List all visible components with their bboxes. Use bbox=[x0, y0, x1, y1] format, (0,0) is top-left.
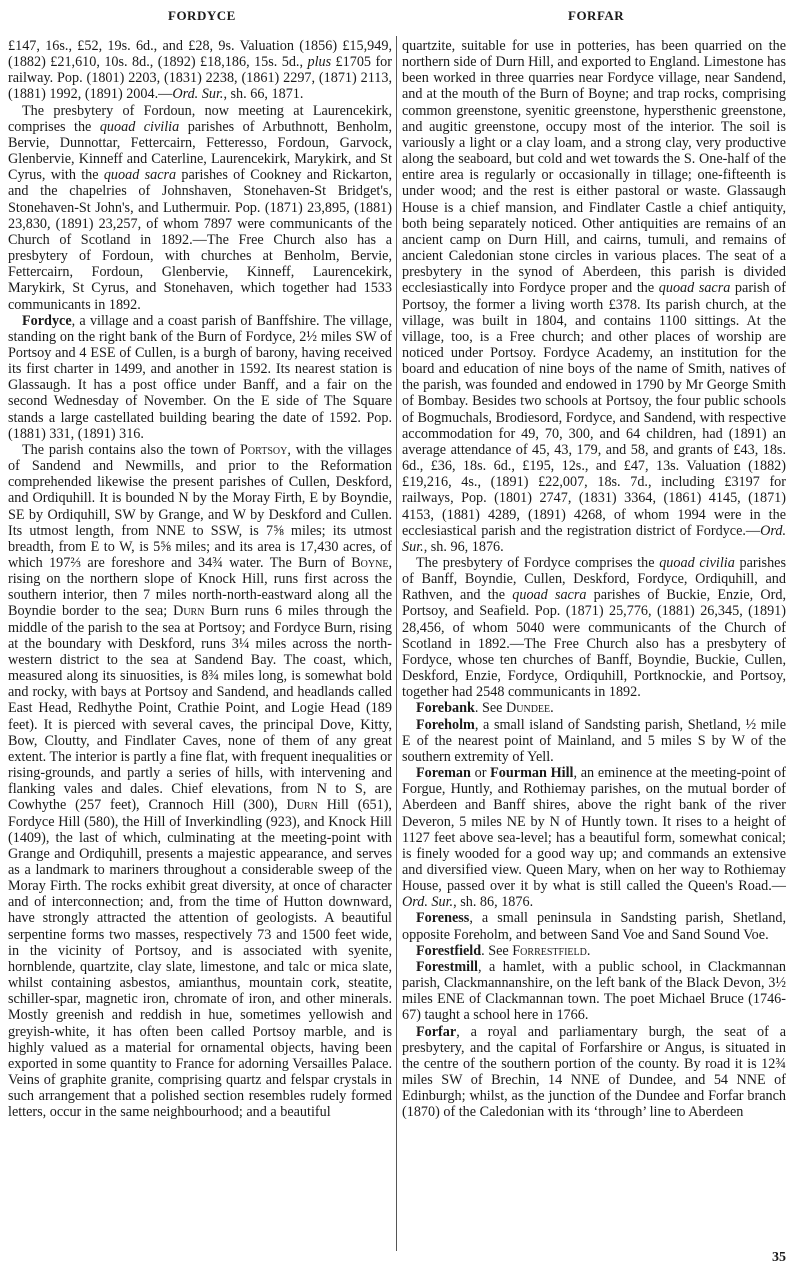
text-run: . bbox=[550, 700, 554, 717]
text-run: , sh. 96, 1876. bbox=[423, 538, 504, 555]
paragraph bbox=[402, 959, 786, 1024]
paragraph bbox=[8, 38, 392, 103]
text-run: , a village and a coast parish of Banffshire. The village, standing on the right bank of the Burn of Fordyce, 2½ miles SW of Portsoy and 4 ESE of Cullen, is a burgh of barony, having received its first charter in 1499, and another in 1592. Its nearest station is Glassaugh. It has a post office under Banff, and a fair on the second Wednesday of November. On the E side of The Square stands a large castellated building bearing the date of 1592. Pop. (1881) 331, (1891) 316. bbox=[8, 312, 392, 442]
text-run: , a small peninsula in Sandsting parish, Shetland, opposite Foreholm, and between Sand Voe and Sand Sound Voe. bbox=[402, 910, 786, 943]
text-run: or bbox=[470, 765, 491, 782]
text-run: parishes of Buckie, Enzie, Ord, Portsoy, and Seafield. Pop. (1871) 25,776, (1881) 26,345, (1891) 28,456, of whom 5040 were communicants of the Church of Scotland in 1892.—The Free Church also has a presbytery of Fordyce, whose ten churches of Banff, Boyndie, Buckie, Cullen, Deskford, Enzie, Fordyce, Ordiquhill, Portknockie, and Portsoy, together had 2548 communicants in 1892. bbox=[402, 587, 786, 701]
cross-reference: Durn bbox=[286, 797, 318, 814]
running-header-left: FORDYCE bbox=[168, 8, 236, 23]
entry-headword: Forfar bbox=[416, 1023, 457, 1040]
text-run: . See bbox=[474, 700, 507, 717]
text-run: , a royal and parliamentary burgh, the seat of a presbytery, and the capital of Forfarshire or Angus, is situated in the centre of the southern portion of the county. By road it is 12¾ miles SW of Brechin, 14 NNE of Dundee, and 54 NNE of Edinburgh; whilst, as the junction of the Dundee and Forfar branch (1870) of the Caledonian with its ‘through’ line to Aberdeen bbox=[402, 1023, 786, 1121]
italic-text: plus bbox=[307, 54, 332, 71]
page-number: 35 bbox=[772, 1250, 786, 1265]
text-run: parishes of Cookney and Rickarton, and the chapelries of Johnshaven, Stonehaven-St Bridget's, Stonehaven-St John's, and Luthermuir. Pop. (1871) 23,895, (1881) 23,830, (1891) 23,257, of whom 7897 were communicants of the Church of Scotland in 1892.—The Free Church also has a presbytery of Fordoun, with churches at Benholm, Bervie, Fettercairn, Fordoun, Glenbervie, Kinneff, Laurencekirk, Marykirk, St Cyrus, and Stonehaven, which together had 1533 communicants in 1892. bbox=[8, 167, 393, 313]
entry-headword: Fordyce bbox=[22, 312, 72, 329]
paragraph bbox=[402, 910, 786, 942]
paragraph bbox=[402, 765, 786, 910]
paragraph bbox=[8, 442, 392, 1121]
entry-headword: Foreman bbox=[416, 765, 471, 782]
text-run: The presbytery of Fordyce comprises the bbox=[416, 555, 660, 571]
text-run: parishes of Banff, Boyndie, Cullen, Deskford, Fordyce, Ordiquhill, and Rathven, and the bbox=[402, 555, 786, 604]
text-run: Burn runs 6 miles through the middle of the parish to the sea at Portsoy; and Fordyce Burn, rising at the boundary with Deskford, runs 3¼ miles across the north-western district to the sea at Sandend Bay. The coast, which, measured along its sinuosities, is 8¾ miles long, is somewhat bold and rocky, with bays at Portsoy and Sandend, and headlands called East Head, Redhythe Point, Crathie Point, and Logie Head (189 feet). It is pierced with several caves, the principal Dove, Kitty, Bow, Cloutty, and Findlater Caves, none of them of any great extent. The interior is partly a fine flat, with frequent inequalities or rising-grounds, and partly a series of hills, with intervening and flanking vales and dales. Chief elevations, from N to S, are Cowhythe (257 feet), Crannoch Hill (300), bbox=[8, 603, 392, 814]
entry-headword: Foreholm bbox=[416, 716, 475, 733]
paragraph bbox=[8, 313, 392, 442]
cross-reference: Forrestfield bbox=[512, 942, 587, 959]
entry-headword: Forestmill bbox=[416, 958, 478, 975]
cross-reference: Boyne bbox=[351, 555, 389, 571]
running-header-right: FORFAR bbox=[568, 8, 625, 23]
text-run: . bbox=[586, 942, 591, 959]
text-run: , sh. 66, 1871. bbox=[223, 86, 304, 103]
italic-text: Ord. Sur. bbox=[402, 522, 786, 555]
text-run: , a small island of Sandsting parish, Shetland, ½ mile E of the nearest point of Mainland, and 5 miles S by W of the southern extremity of Yell. bbox=[402, 716, 786, 765]
paragraph bbox=[402, 943, 786, 959]
text-run: parishes of Arbuthnott, Benholm, Bervie, Dunnottar, Fettercairn, Fetteresso, Fordoun, Garvock, Glenbervie, Kinneff and Caterline, Laurencekirk, Marykirk, and St Cyrus, with the bbox=[8, 118, 393, 184]
text-run: parish of Portsoy, the former a living worth £378. Its parish church, at the village, was built in 1804, and contains 1100 sittings. At the village, too, is a Free church; and other places of worship are noticed under Portsoy. Fordyce Academy, an institution for the board and education of nine boys of the name of Smith, natives of the parish, was founded and endowed in 1790 by Mr George Smith of Bombay. Besides two schools at Portsoy, the four public schools of Bogmuchals, Brodiesord, Fordyce, and Sandend, with respective accommodation for 49, 70, 300, and 64 children, had (1891) an average attendance of 45, 43, 179, and 58, and grants of £43, 18s. 6d., £36, 18s. 6d., £195, 12s., and £47, 13s. Valuation (1882) £19,216, 4s., (1891) £22,007, 18s. 7d., including £3197 for railways, Pop. (1801) 2747, (1831) 3364, (1861) 4145, (1871) 4153, (1881) 4289, (1891) 4268, of whom 1994 were in the ecclesiastical parish and the registration district of Fordyce.— bbox=[402, 280, 786, 539]
cross-reference: Durn bbox=[173, 603, 205, 620]
text-run: , an eminence at the meeting-point of Forgue, Huntly, and Rothiemay parishes, on the mutual border of Aberdeen and Banff shires, above the right bank of the river Deveron, 5 miles NE by N of Huntly town. It rises to a height of 1127 feet above sea-level; has a beautiful form, somewhat conical; is finely wooded for a good way up; and commands an extensive and diversified view. Queen Mary, when on her way to Rothiemay House, passed over it by what is still called the Queen's Road.— bbox=[402, 765, 786, 895]
text-run: , a hamlet, with a public school, in Clackmannan parish, Clackmannanshire, on the left bank of the Black Devon, 3½ miles ENE of Clackmannan town. The poet Michael Bruce (1746-67) taught a school here in 1766. bbox=[402, 958, 786, 1024]
entry-headword: Forestfield bbox=[416, 942, 482, 959]
text-run: The presbytery of Fordoun, now meeting at Laurencekirk, comprises the bbox=[8, 102, 392, 135]
italic-text: quoad civilia bbox=[99, 118, 180, 135]
paragraph bbox=[8, 103, 392, 313]
text-run: £1705 for railway. Pop. (1801) 2203, (1831) 2238, (1861) 2297, (1871) 2113, (1881) 1992, (1891) 2004.— bbox=[8, 54, 392, 103]
paragraph bbox=[402, 700, 786, 716]
paragraph bbox=[402, 555, 786, 700]
text-run: The parish contains also the town of bbox=[22, 441, 241, 458]
italic-text: quoad civilia bbox=[659, 555, 735, 571]
entry-headword: Fourman Hill bbox=[490, 765, 574, 782]
cross-reference: Portsoy bbox=[240, 441, 288, 458]
text-run: , with the villages of Sandend and Newmills, and prior to the Reformation comprehended likewise the present parishes of Cullen, Deskford, and Ordiquhill. It is bounded N by the Moray Firth, E by Boyndie, SE by Ordiquhill, SW by Grange, and W by Deskford and Cullen. Its utmost length, from NNE to SSW, is 7⅝ miles; its utmost breadth, from E to W, is 5⅝ miles; and its area is 17,430 acres, of which 197⅔ are foreshore and 34¾ water. The Burn of bbox=[8, 441, 392, 571]
paragraph bbox=[402, 38, 786, 555]
entry-headword: Forebank bbox=[416, 700, 475, 717]
paragraph bbox=[402, 717, 786, 765]
column-divider bbox=[396, 36, 397, 1251]
italic-text: quoad sacra bbox=[512, 587, 587, 604]
entry-headword: Foreness bbox=[416, 910, 470, 927]
right-column bbox=[402, 38, 786, 1120]
text-run: quartzite, suitable for use in potteries, has been quarried on the northern side of Durn Hill, and exported to England. Limestone has been worked in three quarries near Fordyce village, near Sandend, and at the mouth of the Burn of Boyne; and trap rocks, comprising common greenstone, syenitic greenstone, hypersthenic greenstone, and augitic greenstone, occupy most of the interior. The soil is variously a light or a clay loam, and a strong clay, very productive along the seaboard, but cold and wet towards the S. One-half of the entire area is regularly or occasionally in tillage; one-fifteenth is under wood; and the rest is either pastoral or waste. Glassaugh House is a chief mansion, and Findlater Castle a chief antiquity, both being separately noticed. Other antiquities are remains of an ancient camp on Durn Hill, and cairns, tumuli, and remains of ancient Caledonian stone circles in various places. The seat of a presbytery in the synod of Aberdeen, this parish is divided ecclesiastically into Fordyce proper and the bbox=[402, 38, 786, 297]
text-run: Hill (651), Fordyce Hill (580), the Hill of Inverkindling (923), and Knock Hill (1409), the last of which, culminating at the meeting-point with Grange and Ordiquhill, presents a majestic appearance, and serves as a landmark to mariners throughout a considerable sweep of the Moray Firth. The rocks exhibit great diversity, at once of character and of interconnection; and, from the time of Hutton downward, have strongly attracted the attention of geologists. A beautiful serpentine forms two masses, respectively 73 and 1500 feet wide, in the vicinity of Portsoy, and is associated with syenite, hornblende, quartzite, clay slate, limestone, and talc or mica slate, whilst containing asbestos, amianthus, mountain cork, steatite, schiller-spar, magnetic iron, chromate of iron, and other minerals. Mostly greenish and reddish in hue, sometimes yellowish and greyish-white, it has often been called Portsoy marble, and is highly valued as a material for ornamental objects, having been exported in some quantity to France for adorning Versailles Palace. Veins of graphite granite, comprising quartz and felspar crystals in such arrangement that a polished section resembles rudely formed letters, occur in the same neighbourhood; and a beautiful bbox=[8, 797, 392, 1121]
italic-text: quoad sacra bbox=[103, 167, 177, 184]
text-run: . See bbox=[481, 942, 513, 959]
text-run: , sh. 86, 1876. bbox=[453, 894, 534, 911]
text-run: £147, 16s., £52, 19s. 6d., and £28, 9s. Valuation (1856) £15,949, (1882) £21,610, 10s. 8d., (1892) £18,186, 15s. 5d., bbox=[8, 38, 392, 71]
paragraph bbox=[402, 1024, 786, 1121]
left-column bbox=[8, 38, 392, 1120]
italic-text: Ord. Sur. bbox=[402, 894, 454, 911]
italic-text: quoad sacra bbox=[658, 280, 731, 297]
text-run: , rising on the northern slope of Knock Hill, runs first across the southern interior, then 7 miles north-north-eastward along all the Boyndie border to the sea; bbox=[8, 555, 392, 620]
italic-text: Ord. Sur. bbox=[172, 86, 224, 103]
cross-reference: Dundee bbox=[506, 700, 551, 717]
